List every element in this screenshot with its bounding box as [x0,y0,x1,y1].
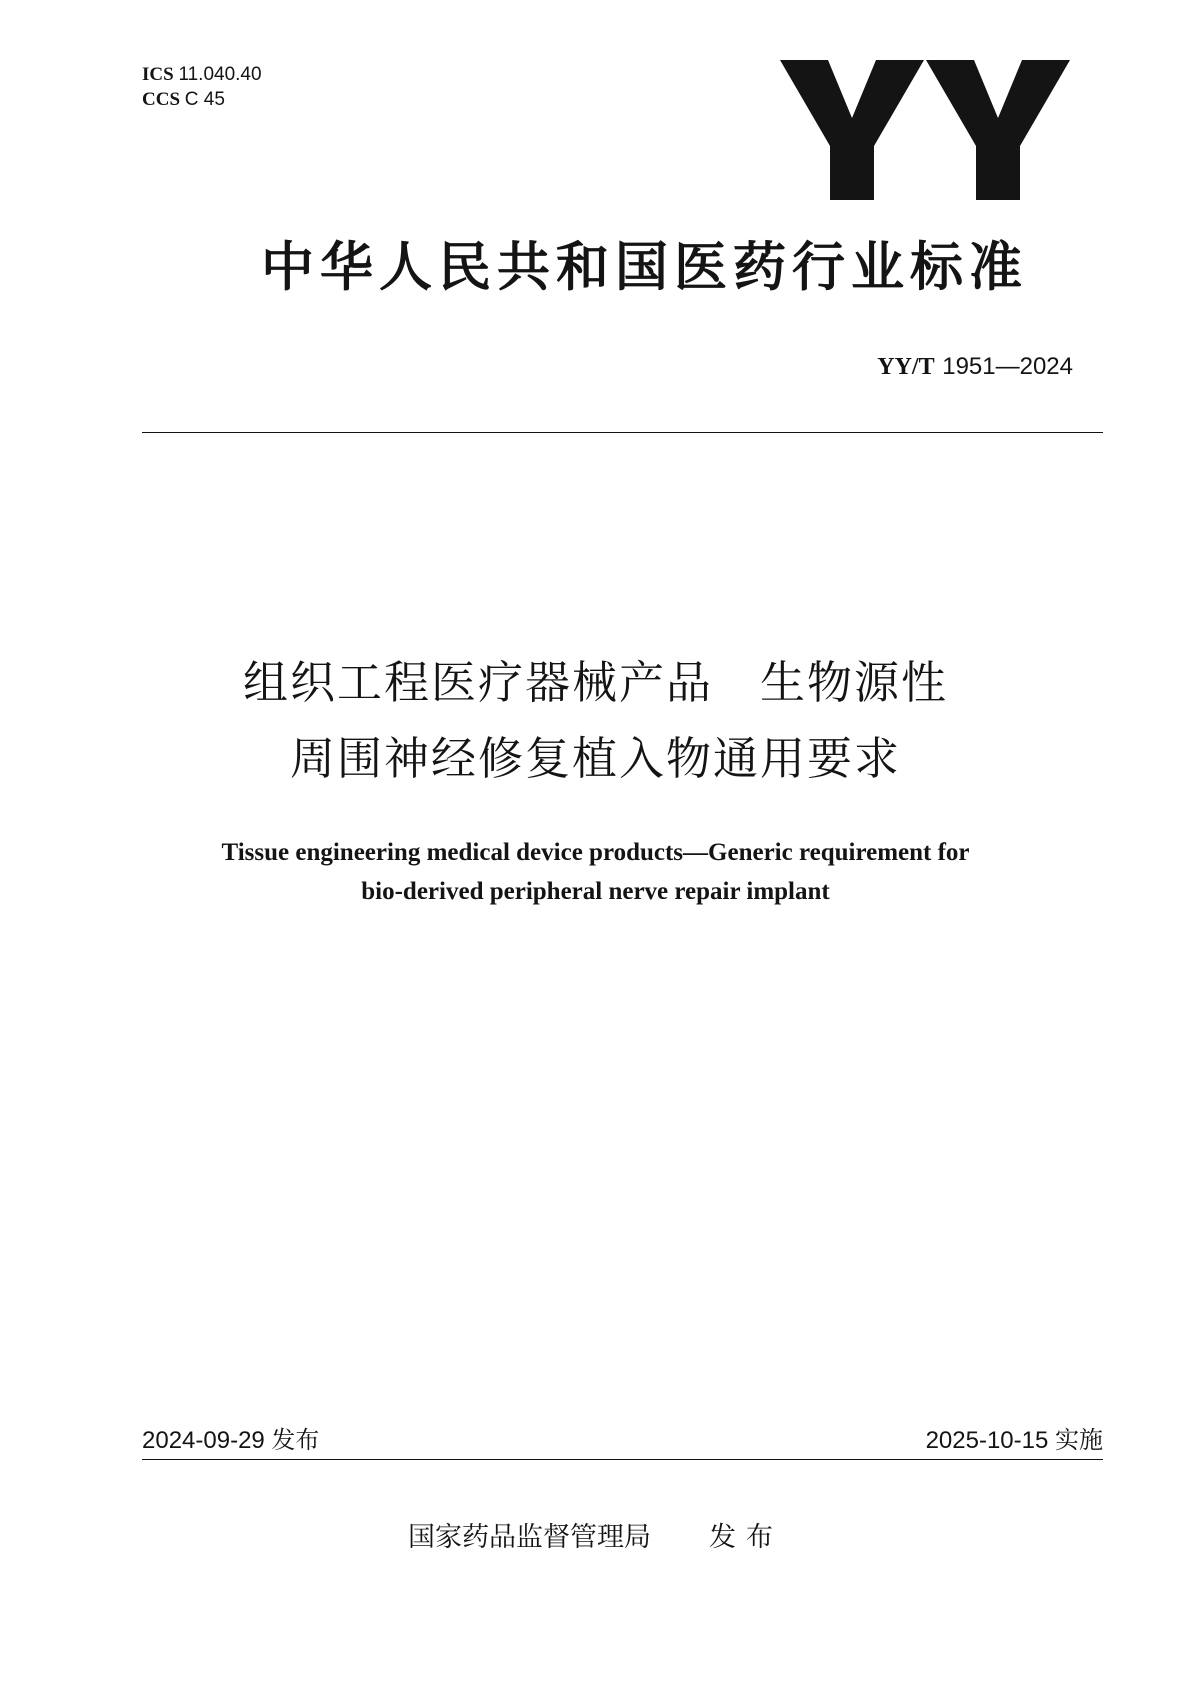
document-title-zh-line2: 周围神经修复植入物通用要求 [289,732,901,785]
standard-number-value: 1951—2024 [942,353,1073,380]
implement-date: 2025-10-15 实施 [925,1427,1103,1454]
ics-value: 11.040.40 [178,64,262,85]
top-divider [142,432,1103,433]
ics-label: ICS [142,64,174,85]
document-title-en-line1: Tissue engineering medical device products—Generic requirement for [221,839,970,866]
ccs-label: CCS [142,89,181,110]
classification-codes [142,62,262,112]
logo-letter-y-left [780,60,924,200]
document-title-en-line2: bio-derived peripheral nerve repair implant [361,878,830,905]
ics-code-row [142,62,262,87]
issuer-name: 国家药品监督管理局 [408,1522,651,1553]
bottom-divider [142,1459,1103,1460]
issuer-line [0,1520,1191,1556]
document-title-zh-line1: 组织工程医疗器械产品 生物源性 [242,656,948,709]
ccs-value: C 45 [184,89,225,110]
yy-logo-graphic [780,40,1070,200]
logo-letter-y-right [926,60,1070,200]
yy-logo [780,40,1070,200]
standard-number-prefix: YY/T [877,354,935,380]
publish-date: 2024-09-29 发布 [142,1427,320,1454]
issuer-action: 发布 [709,1522,783,1553]
ccs-code-row [142,87,262,112]
standard-category-title: 中华人民共和国医药行业标准 [261,237,1028,298]
standard-number [877,352,1073,381]
